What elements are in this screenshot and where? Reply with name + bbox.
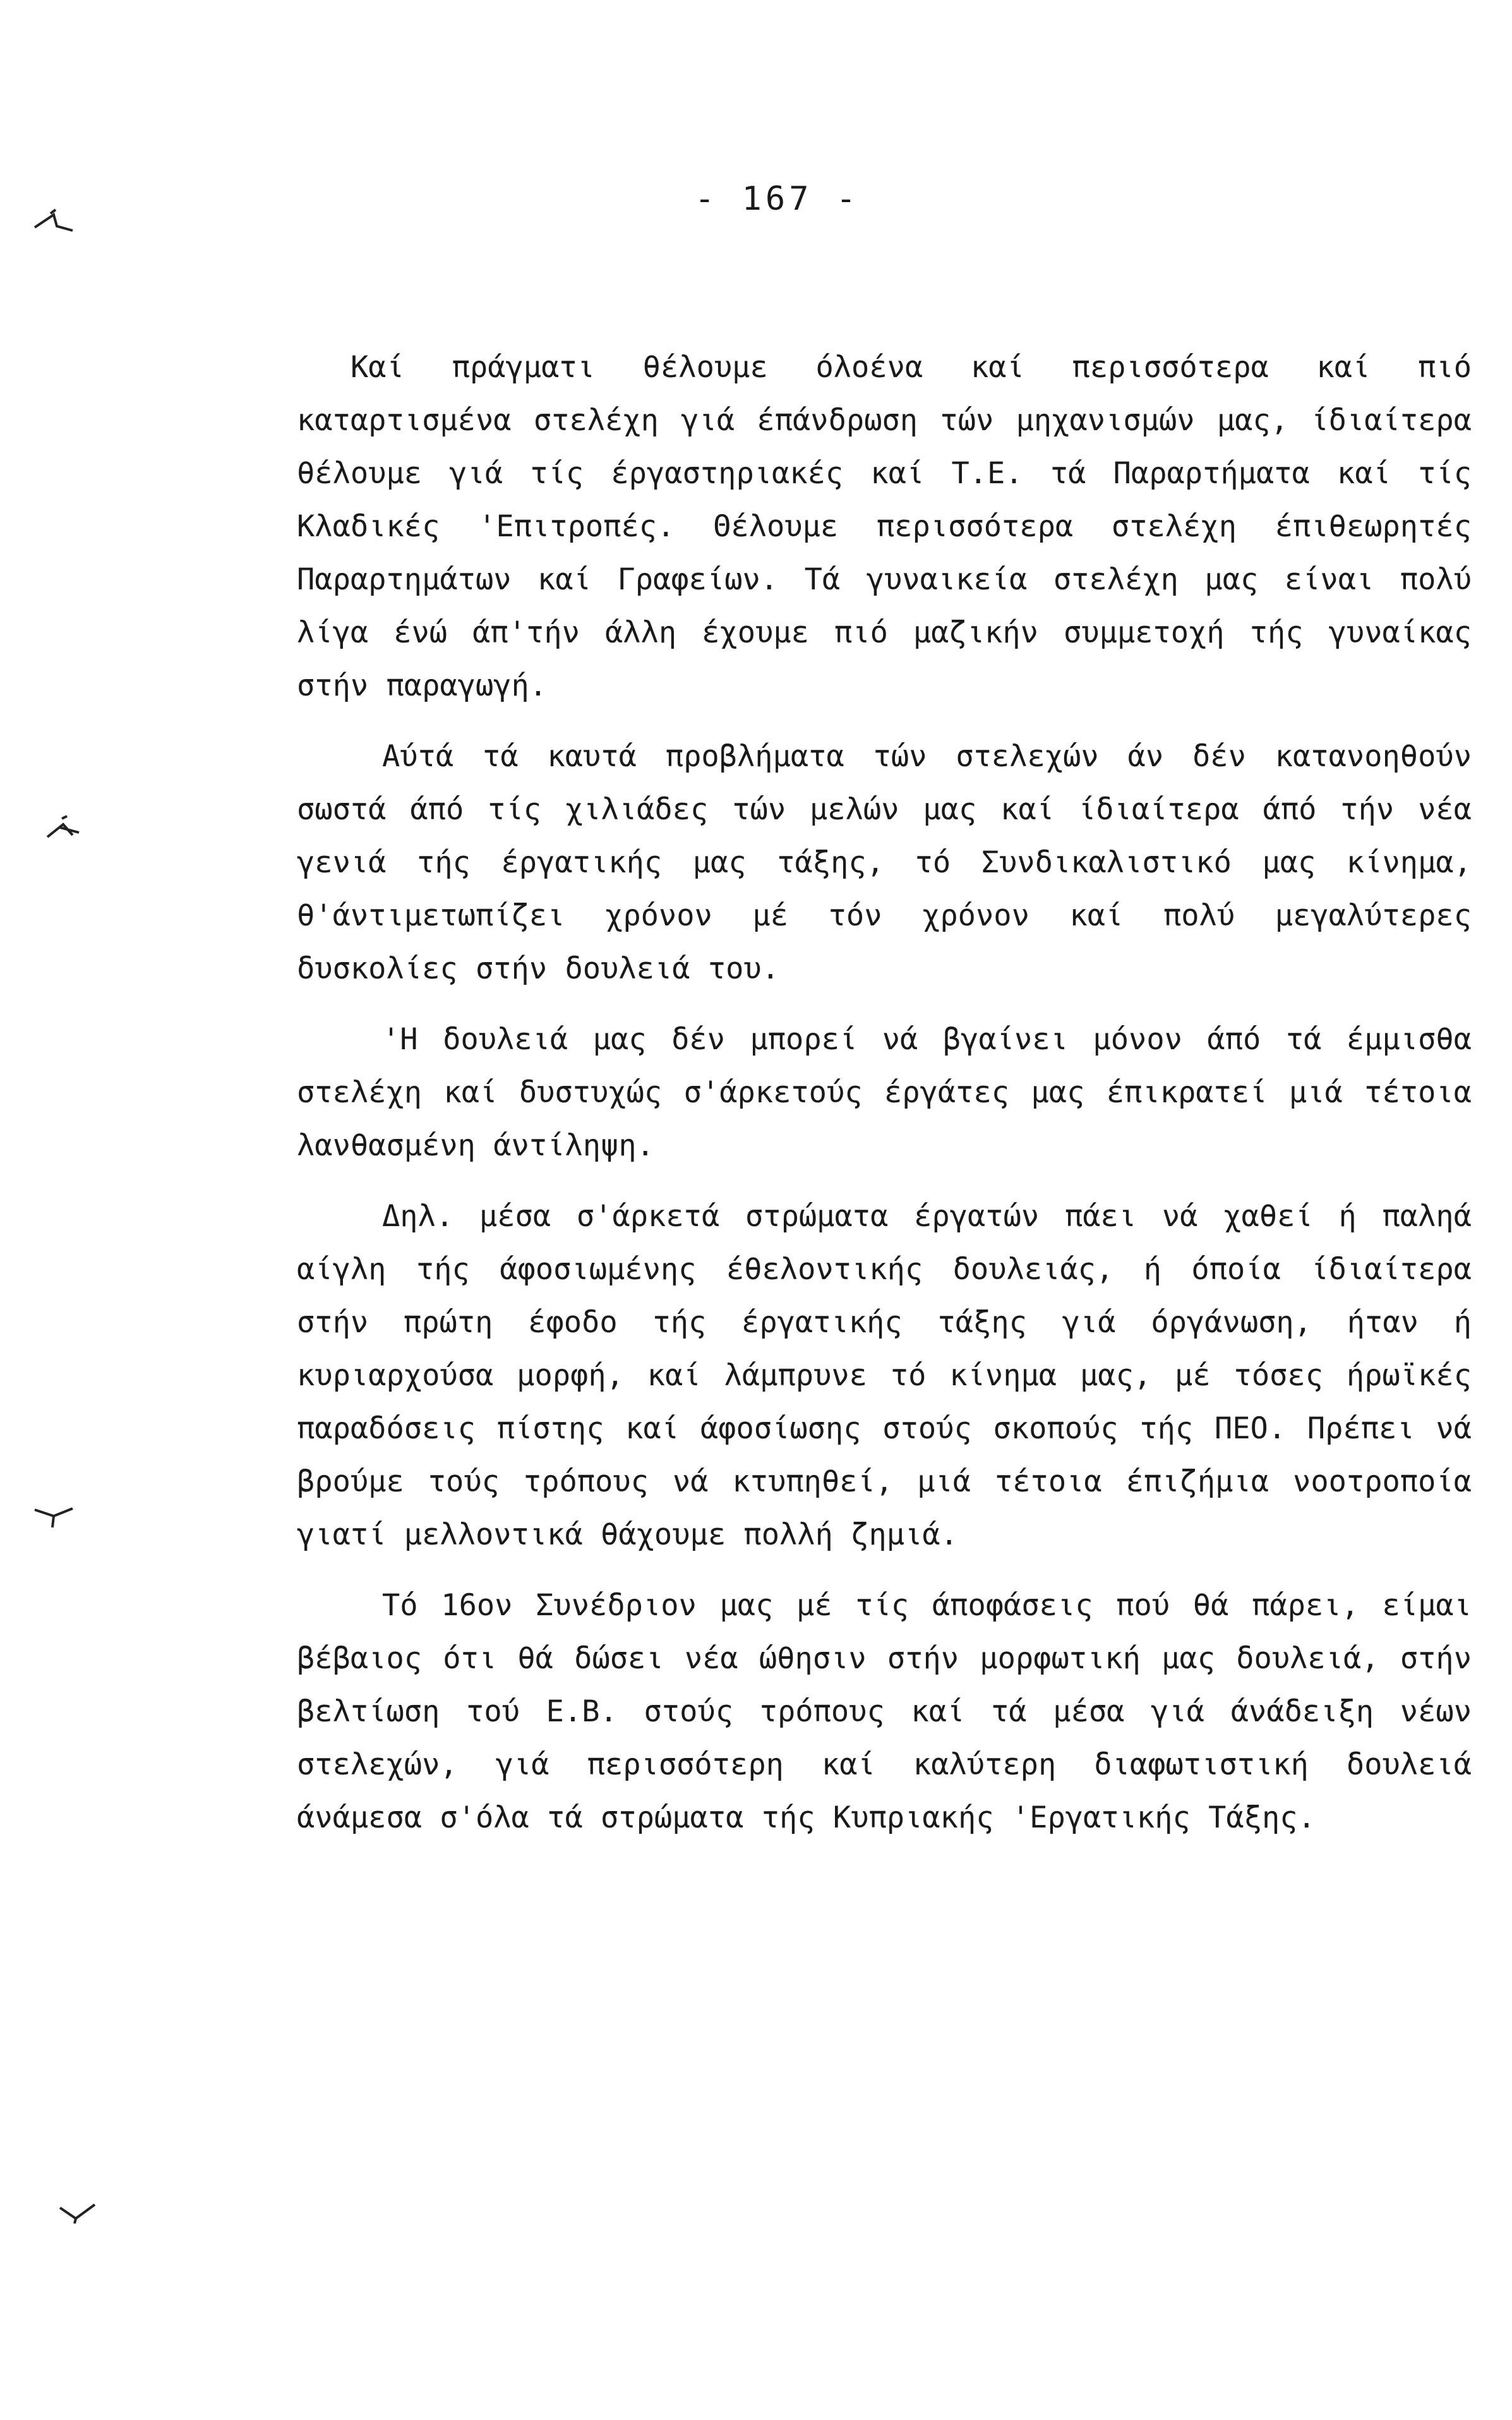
paragraph: 'Η δουλειά μας δέν μπορεί νά βγαίνει μόνον άπό τά έμμισθα στελέχη καί δυστυχώς σ'άρκετούς έργάτες μας έπικρατεί μιά τέτοια λανθασμένη άντίληψη. — [297, 1022, 1472, 1163]
margin-mark-icon — [57, 2198, 101, 2224]
paragraph: Καί πράγματι θέλουμε όλοένα καί περισσότερα καί πιό καταρτισμένα στελέχη γιά έπάνδρωση τών μηχανισμών μας, ίδιαίτερα θέλουμε γιά τίς έργαστηριακές καί Τ.Ε. τά Παραρτήματα καί τίς Κλαδικές 'Επιτροπές. Θέλουμε περισσότερα στελέχη έπιθεωρητές Παραρτημάτων καί Γραφείων. Τά γυναικεία στελέχη μας είναι πολύ λίγα ένώ άπ'τήν άλλη έχουμε πιό μαζικήν συμμετοχή τής γυναίκας στήν παραγωγή. — [297, 350, 1472, 703]
margin-mark-icon — [32, 1503, 76, 1529]
page-number: - 167 - — [695, 180, 860, 218]
paragraph: Δηλ. μέσα σ'άρκετά στρώματα έργατών πάει νά χαθεί ή παληά αίγλη τής άφοσιωμένης έθελοντικής δουλειάς, ή όποία ίδιαίτερα στήν πρώτη έφοδο τής έργατικής τάξης γιά όργάνωση, ήταν ή κυριαρχούσα μορφή, καί λάμπρυνε τό κίνημα μας, μέ τόσες ήρωϊκές παραδόσεις πίστης καί άφοσίωσης στούς σκοπούς τής ΠΕΟ. Πρέπει νά βρούμε τούς τρόπους νά κτυπηθεί, μιά τέτοια έπιζήμια νοοτροποία γιατί μελλοντικά θάχουμε πολλή ζημιά. — [297, 1199, 1472, 1552]
margin-mark-icon — [44, 815, 88, 840]
paragraph: Τό 16ον Συνέδριον μας μέ τίς άποφάσεις πού θά πάρει, είμαι βέβαιος ότι θά δώσει νέα ώθησιν στήν μορφωτική μας δουλειά, στήν βελτίωση τού Ε.Β. στούς τρόπους καί τά μέσα γιά άνάδειξη νέων στελεχών, γιά περισσότερη καί καλύτερη διαφωτιστική δουλειά άνάμεσα σ'όλα τά στρώματα τής Κυπριακής 'Εργατικής Τάξης. — [297, 1588, 1472, 1835]
paragraph: Αύτά τά καυτά προβλήματα τών στελεχών άν δέν κατανοηθούν σωστά άπό τίς χιλιάδες τών μελών μας καί ίδιαίτερα άπό τήν νέα γενιά τής έργατικής μας τάξης, τό Συνδικαλιστικό μας κίνημα, θ'άντιμετωπίζει χρόνον μέ τόν χρόνον καί πολύ μεγαλύτερες δυσκολίες στήν δουλειά του. — [297, 739, 1472, 986]
margin-mark-icon — [32, 208, 76, 234]
body-text — [297, 341, 1472, 1845]
